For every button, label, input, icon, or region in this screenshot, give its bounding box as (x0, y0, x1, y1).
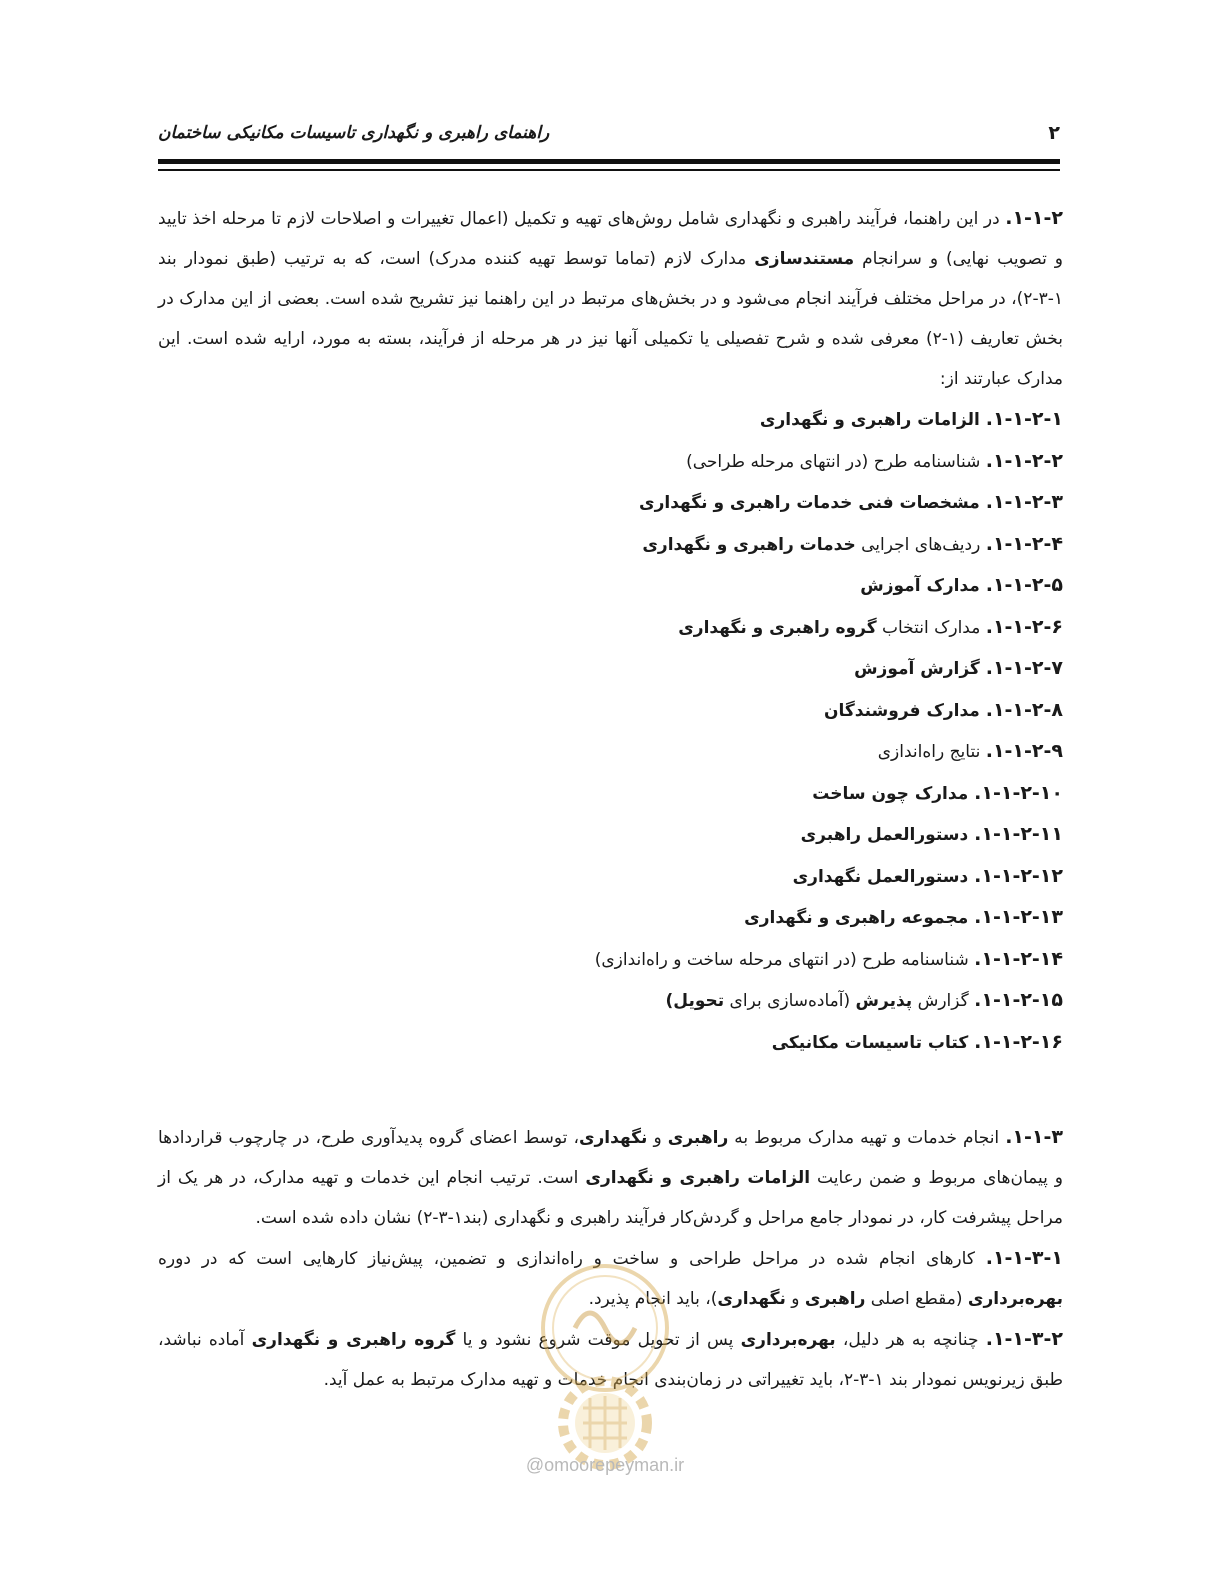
running-title: راهنمای راهبری و نگهداری تاسیسات مکانیکی ساختمان (158, 123, 550, 143)
list-item (158, 482, 1063, 524)
item-text: دستورالعمل نگهداری (792, 866, 975, 887)
list-item (158, 731, 1063, 773)
gear-icon (563, 1381, 647, 1465)
item-number: ۱-۱-۲-۱۰. (974, 781, 1063, 804)
bold-term: خدمات راهبری و نگهداری (642, 534, 856, 555)
item-number: ۱-۱-۲-۱۳. (974, 906, 1063, 928)
item-text: ) (665, 991, 674, 1011)
page-header (158, 118, 1060, 148)
bold-term: راهبری (804, 1289, 866, 1309)
list-item (158, 690, 1063, 732)
paragraph-text: )، باید انجام پذیرد. (588, 1289, 718, 1309)
list-item (158, 939, 1063, 981)
section-number: ۱-۱-۳-۱. (985, 1247, 1063, 1269)
section-gap (158, 1063, 1063, 1117)
paragraph-text: (مقطع اصلی (865, 1289, 968, 1309)
item-text: شناسنامه طرح (در انتهای مرحله طراحی) (686, 451, 986, 472)
list-item (158, 897, 1063, 939)
item-number: ۱-۱-۲-۱۲. (974, 864, 1063, 887)
item-number: ۱-۱-۲-۲. (985, 449, 1063, 472)
paragraph-text: آماده نباشد، طبق زیرنویس نمودار بند ۱-۳-۲، باید تغییراتی در زمان‌بندی انجام خدمات و تهیه مدارک مرتبط به عمل آید. (158, 1330, 1063, 1390)
bold-term: بهره‌برداری (740, 1330, 836, 1350)
paragraph-text: در این راهنما، فرآیند راهبری و نگهداری شامل روش‌های تهیه و تکمیل (اعمال تغییرات و اصلاحات لازم تا مرحله اخذ تایید و تصویب نهایی) و سرانجام (158, 209, 1064, 269)
header-rule-thick (158, 159, 1060, 164)
list-item (158, 1022, 1063, 1064)
header-rule-thin (158, 169, 1060, 171)
list-item (158, 814, 1063, 856)
list-item (158, 773, 1063, 815)
list-item (158, 399, 1063, 441)
paragraph-text: و (647, 1128, 668, 1148)
paragraph-text: پس از تحویل موقت شروع نشود و یا (455, 1330, 741, 1350)
list-item (158, 980, 1063, 1022)
item-number: ۱-۱-۲-۷. (985, 657, 1063, 679)
item-text: مدارک فروشندگان (824, 700, 986, 721)
item-text: مدارک آموزش (860, 576, 986, 596)
item-text: نتایج راه‌اندازی (877, 742, 986, 762)
list-item (158, 441, 1063, 483)
item-number: ۱-۱-۲-۱۵. (974, 989, 1063, 1011)
list-item (158, 648, 1063, 690)
bold-term: مستندسازی (754, 249, 855, 269)
paragraph-text: است. ترتیب انجام این خدمات و تهیه مدارک، در هر یک از مراحل پیشرفت کار، در نمودار جامع مراحل و گردش‌کار فرآیند راهبری و نگهداری (بند۱-۳-۲) نشان داده شده است. (158, 1168, 1063, 1228)
item-number: ۱-۱-۲-۶. (985, 615, 1063, 638)
bold-term: بهره‌برداری (967, 1289, 1063, 1309)
paragraph-text: کارهای انجام شده در مراحل طراحی و ساخت و راه‌اندازی و تضمین، پیش‌نیاز کارهایی است که در دوره (158, 1249, 986, 1269)
bold-term: نگهداری (578, 1128, 648, 1148)
bold-term: پذیرش (855, 991, 913, 1011)
page-number: ۲ (1048, 122, 1060, 144)
bold-term: گروه راهبری و نگهداری (678, 617, 877, 638)
item-text: شناسنامه طرح (در انتهای مرحله ساخت و راه‌اندازی) (594, 949, 975, 970)
item-number: ۱-۱-۲-۳. (985, 491, 1063, 513)
paragraph-text: انجام خدمات و تهیه مدارک مربوط به (728, 1128, 1006, 1148)
item-number: ۱-۱-۲-۴. (985, 532, 1063, 555)
item-text: مجموعه راهبری و نگهداری (744, 908, 975, 928)
bold-term: تحویل (673, 991, 725, 1011)
list-item (158, 856, 1063, 898)
item-text: مدارک چون ساخت (812, 783, 975, 804)
item-number: ۱-۱-۲-۱۶. (974, 1030, 1063, 1053)
section-number: ۱-۱-۳-۲. (985, 1328, 1063, 1350)
documents-list (158, 399, 1063, 1063)
list-item (158, 565, 1063, 607)
watermark-logo (505, 1258, 705, 1488)
at-icon: @ (525, 1455, 545, 1475)
footer-website-text: omoorepeyman.ir (544, 1455, 685, 1475)
item-number: ۱-۱-۲-۱۱. (974, 823, 1063, 845)
paragraph-text: مدارک لازم (تماما توسط تهیه کننده مدرک) است، که به ترتیب (طبق نمودار بند ۱-۳-۲)، در مراحل مختلف فرآیند انجام می‌شود و در بخش‌های مرتبط در این راهنما نیز تشریح شده است. بعضی از این مدارک در بخش تعاریف (۱-۲) معرفی شده و شرح تفصیلی یا تکمیلی آنها نیز در هر مرحله از فرآیند، بسته به مورد، ارایه شده است. این مدارک عبارتند از: (158, 249, 1063, 389)
bold-term: گروه راهبری و نگهداری (251, 1330, 456, 1350)
item-text: مشخصات فنی خدمات راهبری و نگهداری (639, 493, 986, 513)
item-text: (آماده‌سازی برای (724, 991, 856, 1011)
item-number: ۱-۱-۲-۵. (985, 574, 1063, 596)
bold-term: راهبری (667, 1128, 729, 1148)
item-number: ۱-۱-۲-۱۴. (974, 947, 1063, 970)
section-number: ۱-۱-۳. (1005, 1126, 1063, 1148)
bold-term: نگهداری (717, 1289, 786, 1309)
watermark-calligraphy (575, 1313, 635, 1343)
paragraph-text: و (785, 1289, 805, 1309)
paragraph-text: چنانچه به هر دلیل، (835, 1330, 986, 1350)
list-item (158, 524, 1063, 566)
footer-website (490, 1455, 720, 1476)
item-text: مدارک انتخاب (876, 617, 986, 638)
item-text: کتاب تاسیسات مکانیکی (771, 1032, 975, 1053)
document-body (158, 198, 1063, 1400)
item-text: گزارش آموزش (854, 659, 986, 679)
paragraph-1-1-2 (158, 198, 1063, 399)
paragraph-text: ، توسط اعضای گروه پدیدآوری طرح، در چارچوب قراردادها و پیمان‌های مربوط و ضمن رعایت (158, 1128, 1064, 1188)
item-text: الزامات راهبری و نگهداری (759, 410, 986, 430)
list-item (158, 607, 1063, 649)
section-number: ۱-۱-۲. (1005, 207, 1063, 229)
item-number: ۱-۱-۲-۸. (985, 698, 1063, 721)
item-number: ۱-۱-۲-۱. (985, 408, 1063, 430)
item-text: ردیف‌های اجرایی (855, 534, 986, 555)
item-text: گزارش (912, 991, 975, 1011)
item-number: ۱-۱-۲-۹. (985, 740, 1063, 762)
paragraph-1-1-3 (158, 1117, 1063, 1238)
item-text: دستورالعمل راهبری (800, 825, 975, 845)
bold-term: الزامات راهبری و نگهداری (585, 1168, 811, 1188)
